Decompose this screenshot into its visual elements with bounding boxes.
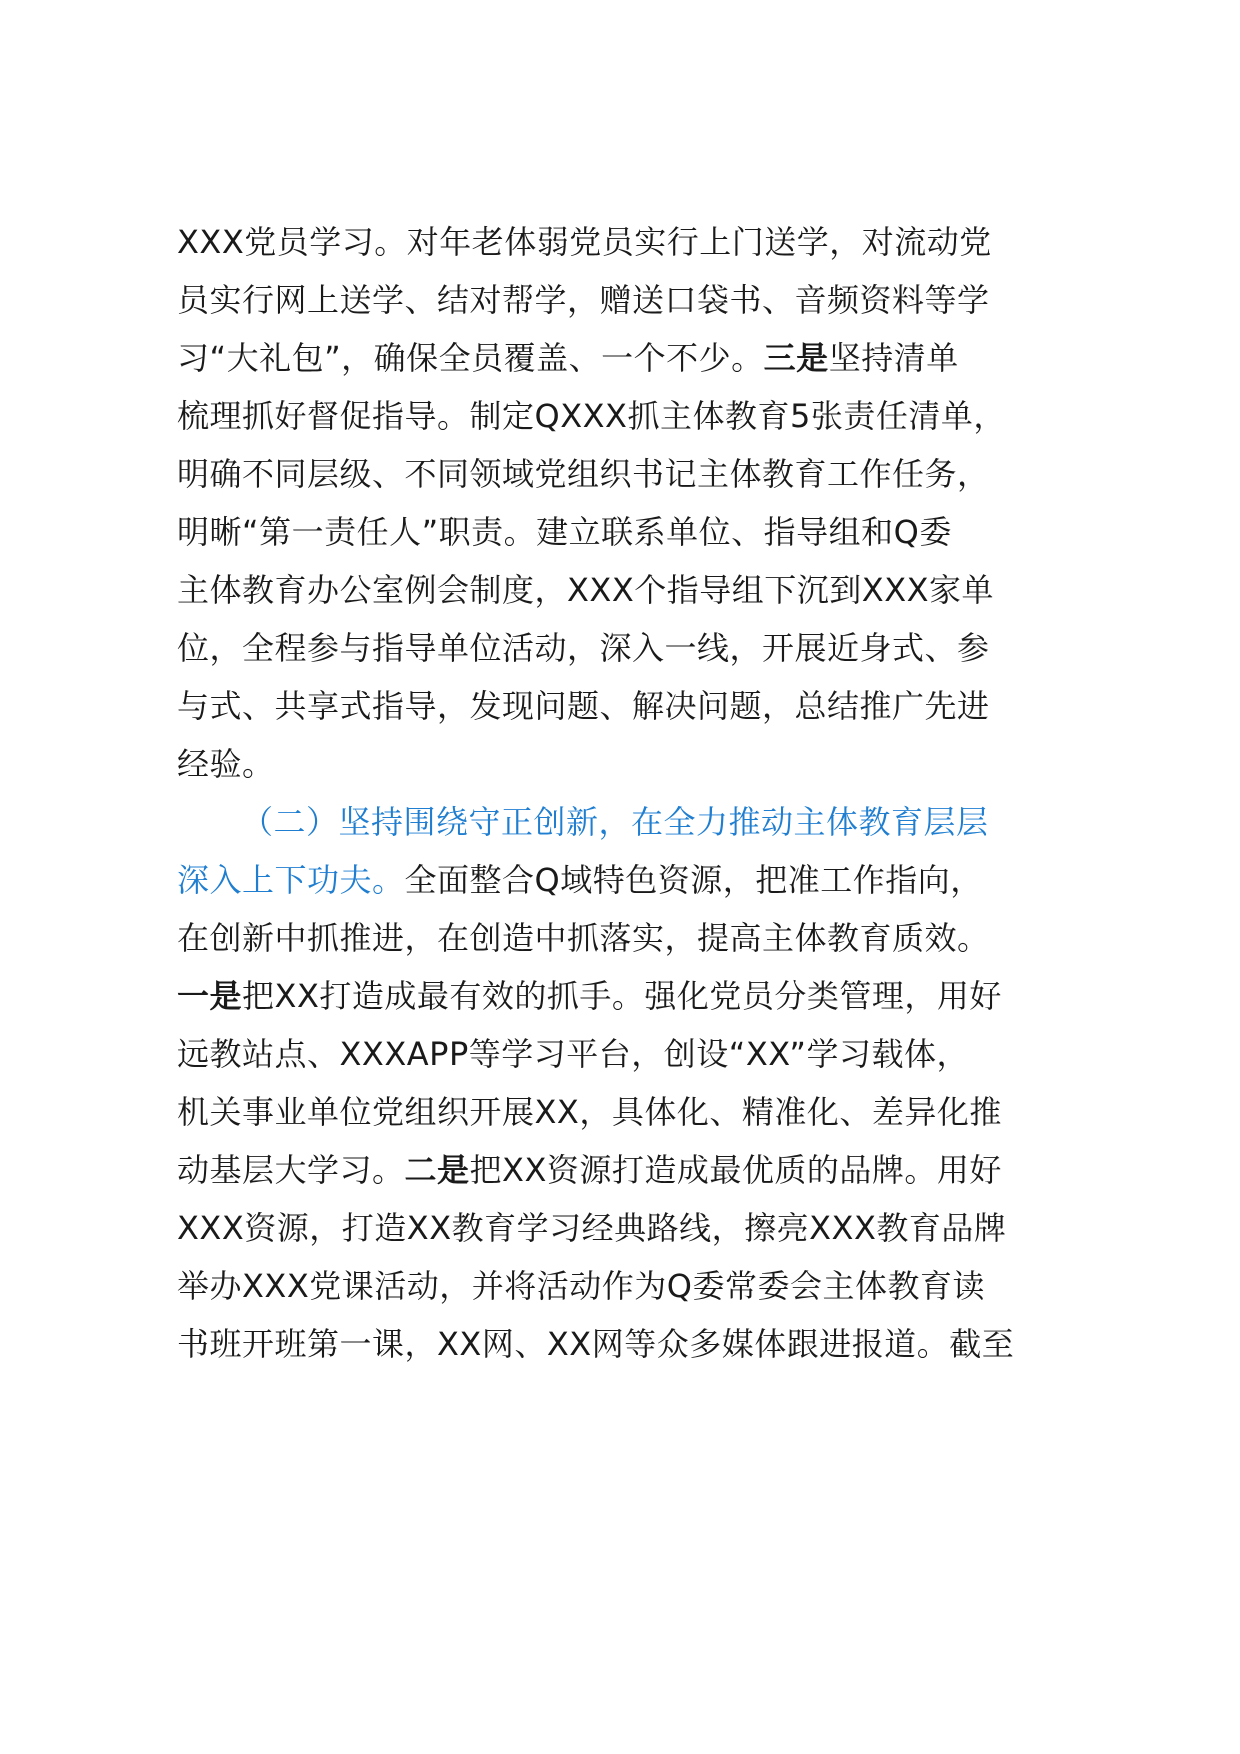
text-run: 坚持清单 xyxy=(828,339,959,377)
text-line: 远教站点、XXXAPP等学习平台，创设“XX”学习载体， xyxy=(177,1035,969,1073)
text-run: 把XX打造成最有效的抓手。强化党员分类管理，用好 xyxy=(242,977,1002,1015)
text-run: 动基层大学习。 xyxy=(177,1151,405,1189)
text-line: 主体教育办公室例会制度，XXX个指导组下沉到XXX家单 xyxy=(177,571,995,609)
text-line: 机关事业单位党组织开展XX，具体化、精准化、差异化推 xyxy=(177,1093,1002,1131)
text-line: 明确不同层级、不同领域党组织书记主体教育工作任务， xyxy=(177,455,990,493)
text-line: 与式、共享式指导，发现问题、解决问题，总结推广先进 xyxy=(177,687,990,725)
text-line: XXX资源，打造XX教育学习经典路线，擦亮XXX教育品牌 xyxy=(177,1209,1007,1247)
text-line: 梳理抓好督促指导。制定QXXX抓主体教育5张责任清单， xyxy=(177,397,1006,435)
text-line: 在创新中抓推进，在创造中抓落实，提高主体教育质效。 xyxy=(177,919,990,957)
section-heading: （二）坚持围绕守正创新，在全力推动主体教育层层 xyxy=(241,803,989,841)
text-line: 位，全程参与指导单位活动，深入一线，开展近身式、参 xyxy=(177,629,990,667)
text-line: 举办XXX党课活动，并将活动作为Q委常委会主体教育读 xyxy=(177,1267,985,1305)
text-line: 经验。 xyxy=(177,745,275,783)
bold-marker: 二是 xyxy=(404,1151,470,1189)
bold-marker: 一是 xyxy=(177,977,243,1015)
text-line: 书班开班第一课，XX网、XX网等众多媒体跟进报道。截至 xyxy=(177,1325,1015,1363)
text-run: 习“大礼包”，确保全员覆盖、一个不少。 xyxy=(177,339,764,377)
text-run: 把XX资源打造成最优质的品牌。用好 xyxy=(469,1151,1002,1189)
section-heading-continued: 深入上下功夫。 xyxy=(177,861,405,899)
text-line xyxy=(177,1150,1002,1190)
text-line: 员实行网上送学、结对帮学，赠送口袋书、音频资料等学 xyxy=(177,281,990,319)
text-line: XXX党员学习。对年老体弱党员实行上门送学，对流动党 xyxy=(177,223,992,261)
text-line xyxy=(177,338,959,378)
text-line xyxy=(177,860,983,900)
text-line: 明晰“第一责任人”职责。建立联系单位、指导组和Q委 xyxy=(177,513,952,551)
text-line xyxy=(177,976,1002,1016)
bold-marker: 三是 xyxy=(763,339,829,377)
text-run: 全面整合Q域特色资源，把准工作指向， xyxy=(404,861,983,899)
